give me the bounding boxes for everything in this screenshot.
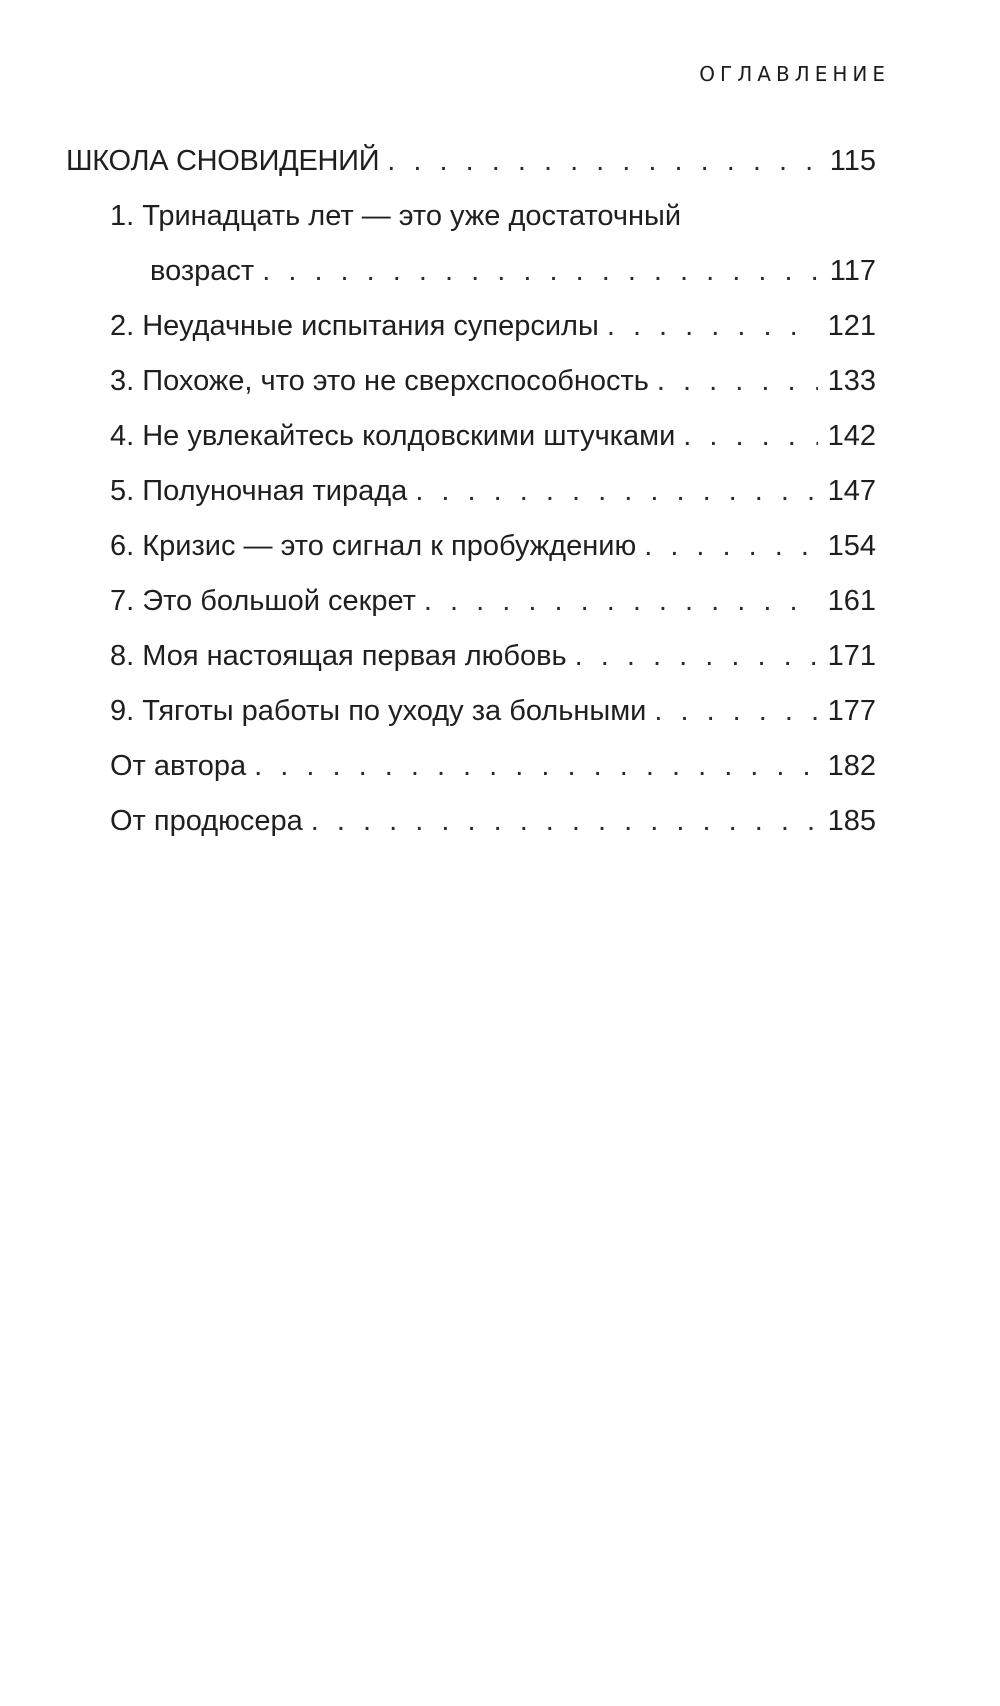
toc-page-number: 121 [827, 310, 876, 342]
toc-entry-title: 8. Моя настоящая первая любовь [110, 640, 567, 672]
toc-entry [66, 806, 876, 861]
toc-entry [66, 311, 876, 366]
toc-page-number: 115 [829, 145, 876, 177]
toc-entry-title: 6. Кризис — это сигнал к пробуждению [110, 530, 637, 562]
toc-entry [66, 366, 876, 421]
dot-leader [657, 366, 818, 396]
dot-leader [575, 641, 818, 671]
toc-entry-title: От автора [110, 750, 247, 782]
toc-part-title: ШКОЛА СНОВИДЕНИЙ [66, 145, 380, 177]
toc-entry-title: 1. Тринадцать лет — это уже достаточный [110, 200, 682, 232]
toc-entry-title: 4. Не увлекайтесь колдовскими штучками [110, 420, 676, 452]
toc-entry [66, 586, 876, 641]
toc-page-number: 185 [827, 805, 876, 837]
toc-page-number: 147 [827, 475, 876, 507]
toc-entry-line [110, 256, 876, 311]
toc-page-number: 142 [827, 420, 876, 452]
toc-entry-line [110, 201, 876, 256]
toc-page-number: 177 [827, 695, 876, 727]
toc-part-row [66, 146, 876, 201]
running-header: ОГЛАВЛЕНИЕ [699, 62, 890, 86]
toc-entry-title: 2. Неудачные испытания суперсилы [110, 310, 599, 342]
dot-leader [311, 806, 818, 836]
toc-entry-title-continued: возраст [150, 255, 255, 287]
toc-entry [66, 201, 876, 311]
toc-entry-title: 5. Полуночная тирада [110, 475, 408, 507]
dot-leader [644, 531, 818, 561]
toc-page-number: 117 [829, 255, 876, 287]
toc-page-number: 182 [827, 750, 876, 782]
toc-entry-title: 7. Это большой секрет [110, 585, 416, 617]
toc-entry [66, 641, 876, 696]
dot-leader [654, 696, 818, 726]
dot-leader [415, 476, 818, 506]
toc-entry [66, 421, 876, 476]
dot-leader [683, 421, 818, 451]
toc-entry-title: От продюсера [110, 805, 303, 837]
toc-entry [66, 696, 876, 751]
toc-page-number: 133 [827, 365, 876, 397]
toc-entry [66, 531, 876, 586]
table-of-contents [66, 146, 876, 861]
dot-leader [607, 311, 818, 341]
dot-leader [262, 256, 818, 286]
toc-entry [66, 751, 876, 806]
toc-page-number: 161 [827, 585, 876, 617]
dot-leader [387, 146, 818, 176]
toc-page-number: 154 [827, 530, 876, 562]
toc-page-number: 171 [827, 640, 876, 672]
toc-entry [66, 476, 876, 531]
dot-leader [424, 586, 818, 616]
dot-leader [254, 751, 818, 781]
toc-entry-title: 3. Похоже, что это не сверхспособность [110, 365, 649, 397]
toc-entry-title: 9. Тяготы работы по уходу за больными [110, 695, 647, 727]
